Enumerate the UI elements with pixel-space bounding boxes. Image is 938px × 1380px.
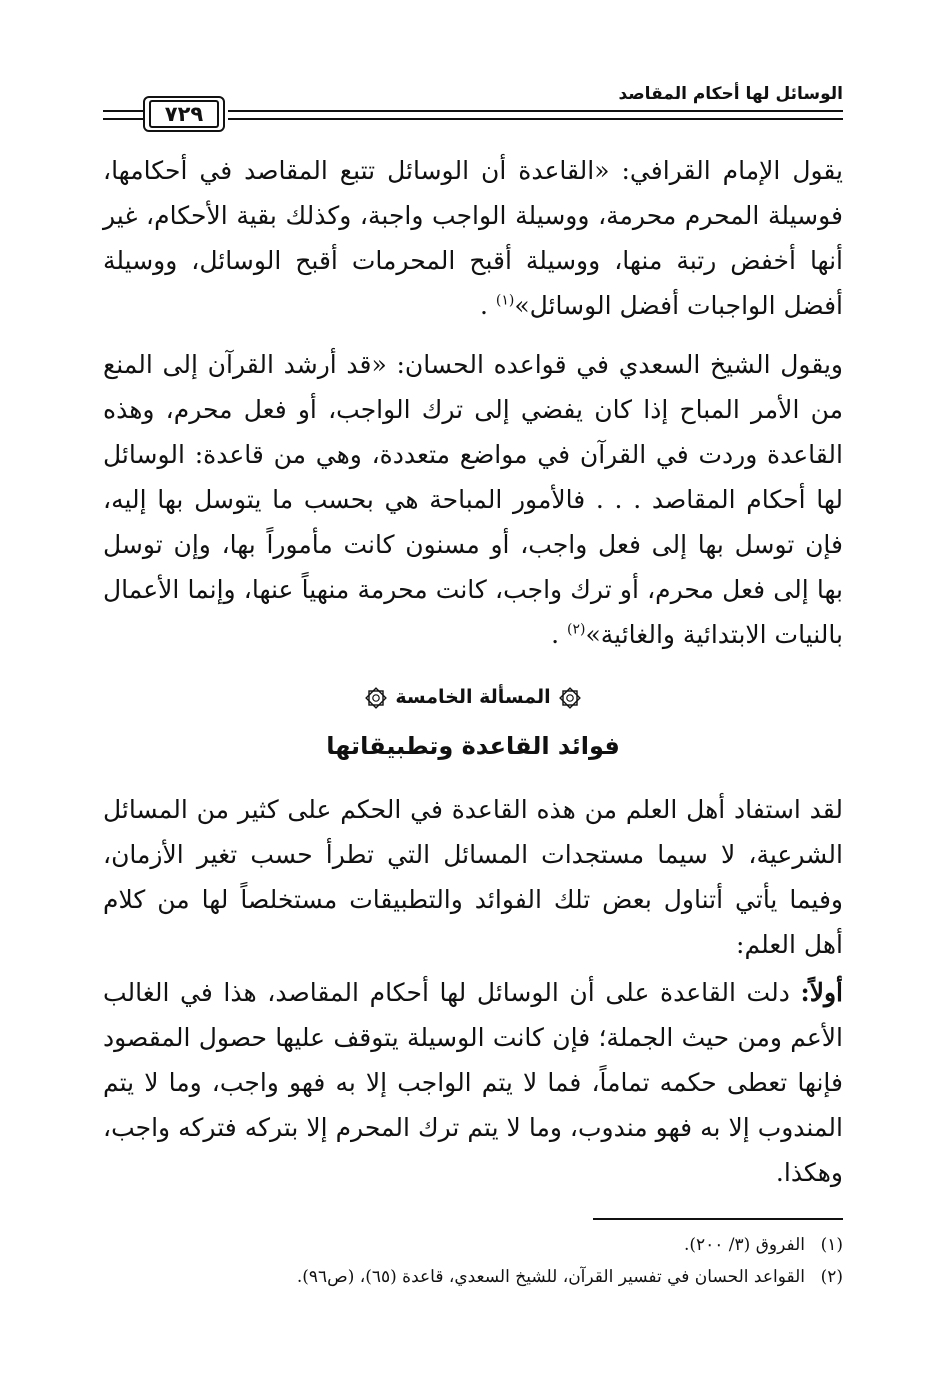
section-label (103, 682, 843, 712)
star-ornament-icon (559, 687, 581, 709)
header-rule (228, 110, 843, 112)
section-title: فوائد القاعدة وتطبيقاتها (326, 732, 620, 760)
header-rule (228, 118, 843, 120)
star-ornament-icon (365, 687, 387, 709)
paragraph-saadi: ويقول الشيخ السعدي في قواعده الحسان: «قد أرشد القرآن إلى المنع من الأمر المباح إذا كان يفضي إلى ترك الواجب، أو فعل محرم، وهذه القاعدة وردت في القرآن في مواضع متعددة، وهي من قاعدة: الوسائل لها أحكام المقاصد . . . فالأمور المباحة هي بحسب ما يتوسل بها إليه، فإن توسل بها إلى فعل واجب، أو مسنون كانت مأموراً بها، وإن توسل بها إلى فعل محرم، أو ترك واجب، كانت محرمة منهياً عنها، وإنما الأعمال بالنيات الابتدائية والغائية»$^{(٢)}$ . (103, 350, 843, 649)
running-title: الوسائل لها أحكام المقاصد (618, 84, 843, 104)
paragraph-text: يقول الإمام القرافي: «القاعدة أن الوسائل تتبع المقاصد في أحكامها، فوسيلة المحرم محرمة، ووسيلة الواجب واجبة، وكذلك بقية الأحكام، غير أنها أخفض رتبة منها، ووسيلة أقبح المحرمات أقبح الوسائل، ووسيلة أفضل الواجبات أفضل الوسائل» (103, 156, 843, 320)
footnote-number: (١) (820, 1235, 843, 1255)
footnote (103, 1262, 843, 1292)
footnote-text: القواعد الحسان في تفسير القرآن، للشيخ السعدي، قاعدة (٦٥)، (ص٩٦). (296, 1267, 805, 1287)
footnote-ref: (٢) (567, 621, 586, 638)
section-point-first (103, 970, 843, 1195)
page-number: ٧٢٩ (149, 100, 219, 128)
footnote-text: الفروق (٣/ ٢٠٠). (683, 1235, 805, 1255)
footnote-number: (٢) (820, 1267, 843, 1287)
header-rule (103, 118, 143, 120)
point-lead: أولاً: (800, 978, 843, 1007)
footnote (103, 1230, 843, 1260)
footnote-ref: (١) (495, 292, 515, 309)
point-text: دلت القاعدة على أن الوسائل لها أحكام المقاصد، هذا في الغالب الأعم ومن حيث الجملة؛ فإن كانت الوسيلة يتوقف عليها حصول المقصود فإنها تعطى حكمه تماماً، فما لا يتم الواجب إلا به فهو واجب، وما لا يتم المندوب إلا به فهو مندوب، وما لا يتم ترك المحرم إلا بتركه فتركه واجب، وهكذا. (103, 978, 843, 1187)
header-rule (103, 110, 143, 112)
footnote-rule (593, 1218, 843, 1220)
paragraph-qarafi: يقول الإمام القرافي: «القاعدة أن الوسائل تتبع المقاصد في أحكامها، فوسيلة المحرم محرمة، ووسيلة الواجب واجبة، وكذلك بقية الأحكام، غير أنها أخفض رتبة منها، ووسيلة أقبح المحرمات أقبح الوسائل، ووسيلة أفضل الواجبات أفضل الوسائل»$^{(١)}$ . (103, 156, 843, 320)
section-intro: لقد استفاد أهل العلم من هذه القاعدة في الحكم على كثير من المسائل الشرعية، لا سيما مستجدات المسائل التي تطرأ حسب تغير الأزمان، وفيما يأتي أتناول بعض تلك الفوائد والتطبيقات مستخلصاً لها من كلام أهل العلم: (103, 795, 843, 959)
page-number-frame (143, 96, 225, 132)
section-label-text: المسألة الخامسة (395, 686, 551, 708)
paragraph-text: ويقول الشيخ السعدي في قواعده الحسان: «قد أرشد القرآن إلى المنع من الأمر المباح إذا كان يفضي إلى ترك الواجب، أو فعل محرم، وهذه القاعدة وردت في القرآن في مواضع متعددة، وهي من قاعدة: الوسائل لها أحكام المقاصد . . . فالأمور المباحة هي بحسب ما يتوسل بها إليه، فإن توسل بها إلى فعل واجب، أو مسنون كانت مأموراً بها، وإن توسل بها إلى فعل محرم، أو ترك واجب، كانت محرمة منهياً عنها، وإنما الأعمال بالنيات الابتدائية والغائية» (103, 350, 843, 649)
